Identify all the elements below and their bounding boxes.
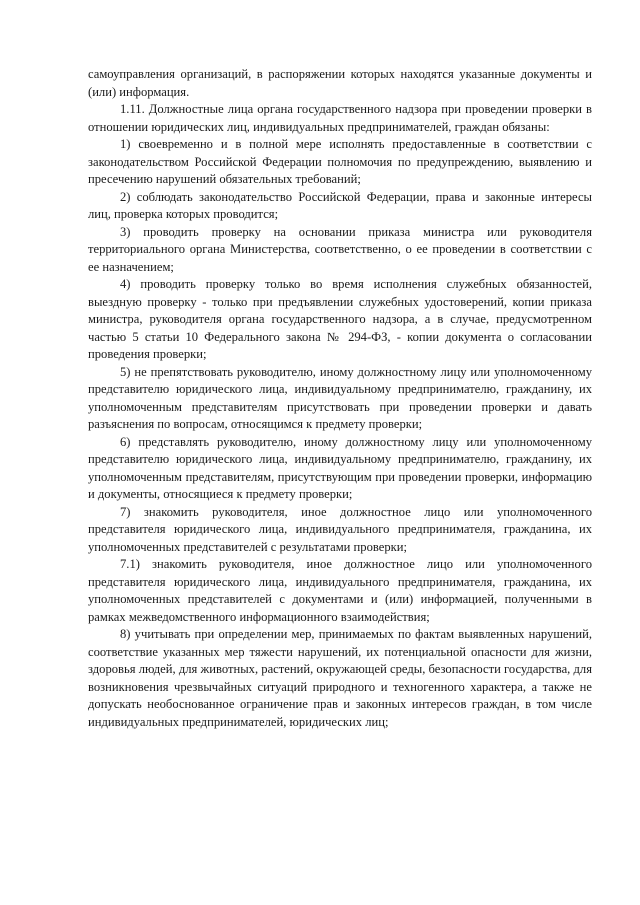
paragraph-item-3: 3) проводить проверку на основании приказа министра или руководителя территориального органа Министерства, соответственно, о ее проведении в соответствии с ее назначением; (88, 224, 592, 274)
paragraph-item-2: 2) соблюдать законодательство Российской Федерации, права и законные интересы лиц, проверка которых проводится; (88, 189, 592, 221)
paragraph-item-7-1: 7.1) знакомить руководителя, иное должностное лицо или уполномоченного представителя юридического лица, индивидуального предпринимателя, гражданина, их уполномоченных представителей с документами и (или) информацией, полученными в рамках межведомственного информационного взаимодействия; (88, 557, 592, 624)
paragraph-item-5: 5) не препятствовать руководителю, иному должностному лицу или уполномоченному представителю юридического лица, индивидуальному предпринимателю, гражданину, их уполномоченным представителям присутствовать при проведении проверки и давать разъяснения по вопросам, относящимся к предмету проверки; (88, 364, 592, 431)
paragraph-item-7: 7) знакомить руководителя, иное должностное лицо или уполномоченного представителя юридического лица, индивидуального предпринимателя, гражданина, их уполномоченных представителей с результатами проверки; (88, 504, 592, 554)
paragraph-item-1: 1) своевременно и в полной мере исполнять предоставленные в соответствии с законодательством Российской Федерации полномочия по предупреждению, выявлению и пресечению нарушений обязательных требований; (88, 137, 592, 186)
paragraph-1-11: 1.11. Должностные лица органа государственного надзора при проведении проверки в отношении юридических лиц, индивидуальных предпринимателей, граждан обязаны: (88, 102, 592, 134)
paragraph-continuation: самоуправления организаций, в распоряжении которых находятся указанные документы и (или) информация. (88, 67, 592, 99)
paragraph-item-4: 4) проводить проверку только во время исполнения служебных обязанностей, выездную проверку - только при предъявлении служебных удостоверений, копии приказа министра, руководителя органа государственного надзора, а в случае, предусмотренном частью 5 статьи 10 Федерального закона № 294-ФЗ, - копии документа о согласовании проведения проверки; (88, 277, 592, 361)
paragraph-item-8: 8) учитывать при определении мер, принимаемых по фактам выявленных нарушений, соответствие указанных мер тяжести нарушений, их потенциальной опасности для жизни, здоровья людей, для животных, растений, окружающей среды, безопасности государства, для возникновения чрезвычайных ситуаций природного и техногенного характера, а также не допускать необоснованное ограничение прав и законных интересов граждан, в том числе индивидуальных предпринимателей, юридических лиц; (88, 627, 592, 729)
paragraph-item-6: 6) представлять руководителю, иному должностному лицу или уполномоченному представителю юридического лица, индивидуальному предпринимателю, гражданину, их уполномоченным представителям, присутствующим при проведении проверки, информацию и документы, относящиеся к предмету проверки; (88, 434, 592, 501)
